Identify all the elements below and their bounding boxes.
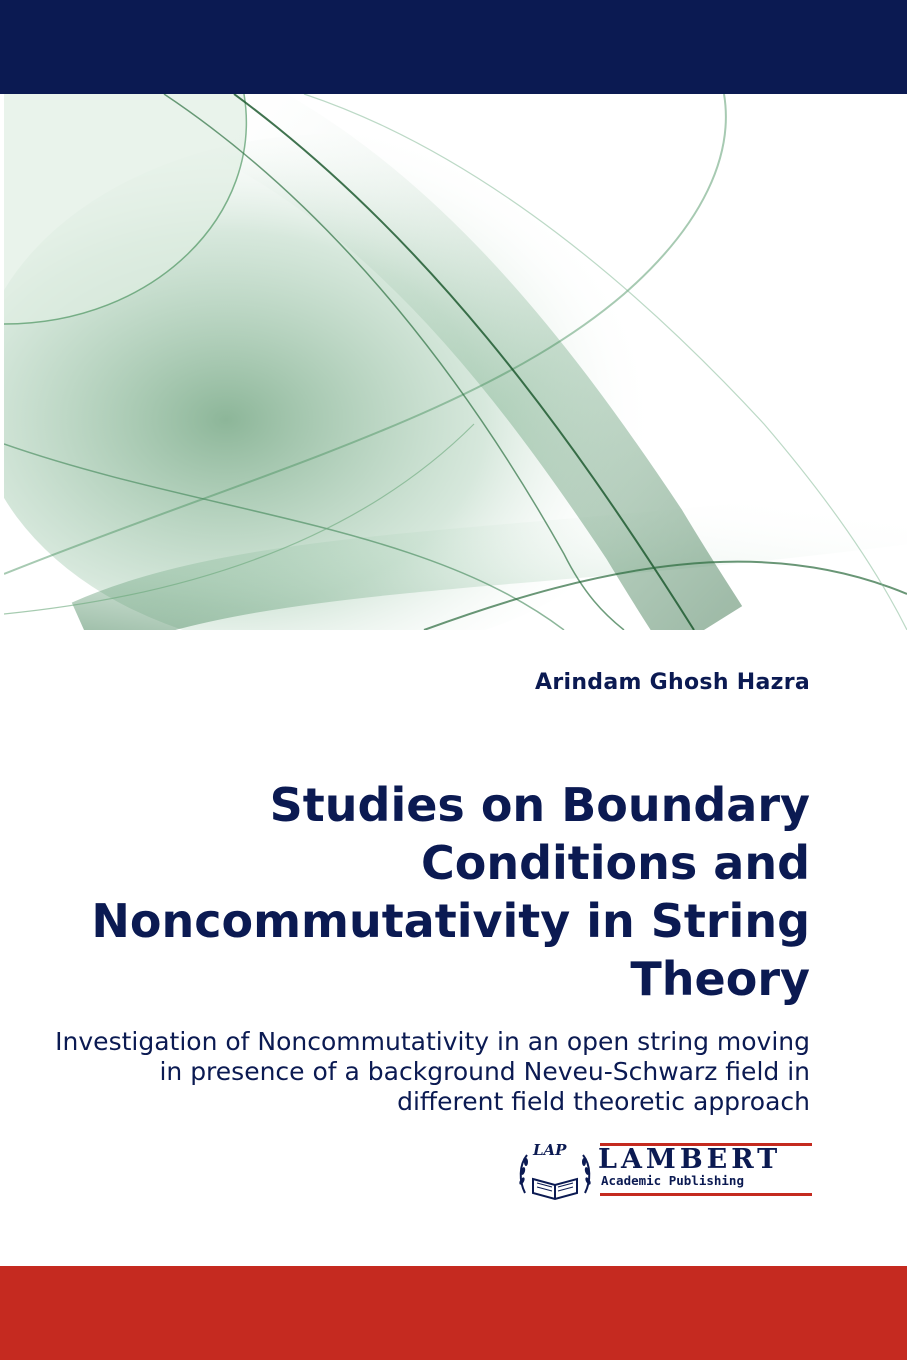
- book-subtitle: Investigation of Noncommutativity in an open string moving in presence of a background Neveu-Schwarz field in different field theoretic approach: [55, 1027, 810, 1116]
- top-color-band: [0, 0, 907, 94]
- publisher-rule-bottom: [600, 1193, 812, 1196]
- cover-artwork: [4, 94, 907, 630]
- publisher-logo: [515, 1135, 815, 1205]
- bottom-color-band: [0, 1266, 907, 1360]
- publisher-name: LAMBERT: [598, 1144, 782, 1175]
- publisher-emblem-text: LAP: [533, 1141, 567, 1159]
- author-name: Arindam Ghosh Hazra: [535, 670, 810, 695]
- green-abstract-curves-graphic: [4, 94, 907, 630]
- publisher-tagline: Academic Publishing: [601, 1173, 744, 1188]
- book-title: Studies on Boundary Conditions and Noncommutativity in String Theory: [91, 778, 810, 1006]
